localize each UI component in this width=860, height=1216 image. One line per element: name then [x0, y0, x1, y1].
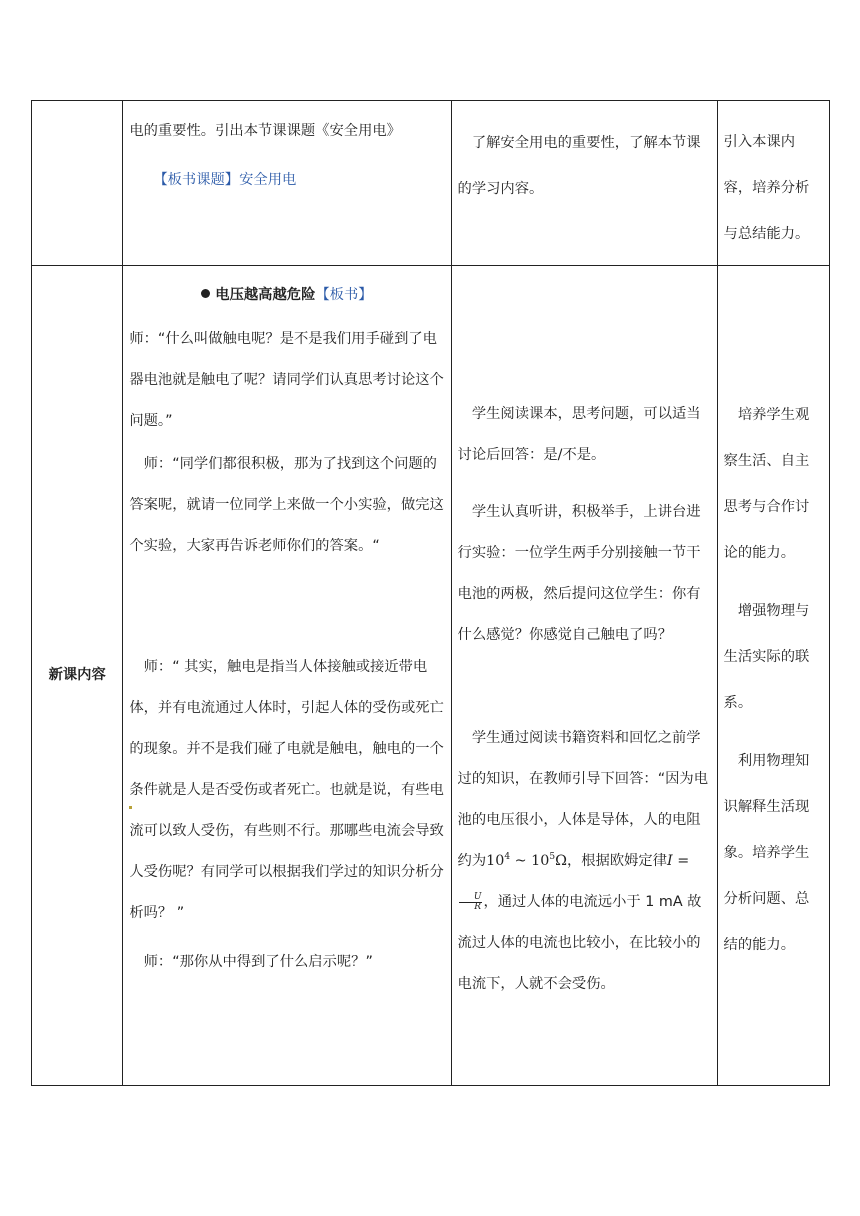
student-activity-cell [451, 266, 717, 1086]
intent-3: 利用物理知识解释生活现象。培养学生分析问题、总结的能力。 [723, 753, 810, 953]
board-title: 【板书课题】安全用电 [153, 172, 297, 188]
student-experiment: 学生认真听讲，积极举手，上讲台进行实验：一位学生两手分别接触一节干电池的两极，然后提问这位学生：你有什么感觉？你感觉自己触电了吗？ [457, 504, 701, 643]
teacher-explanation: 师：“ 其实，触电是指当人体接触或接近带电体，并有电流通过人体时，引起人体的受伤或死亡的现象。并不是我们碰了电就是触电，触电的一个条件就是人是否受伤或者死亡。也就是说，有些电流可以致人受伤，有些则不行。那哪些电流会导致人受伤呢？有同学可以根据我们学过的知识分析分析吗？ ” [129, 659, 444, 921]
board-tag: 【板书】 [315, 287, 373, 303]
bullet-icon [201, 289, 210, 298]
design-intent-cell [717, 101, 829, 266]
teacher-activity-cell [123, 266, 451, 1086]
intent-2: 增强物理与生活实际的联系。 [723, 603, 810, 711]
stage-label: 新课内容 [32, 266, 123, 1086]
student-answer-1: 学生阅读课本，思考问题，可以适当讨论后回答：是/不是。 [457, 406, 701, 463]
student-text: 了解安全用电的重要性，了解本节课的学习内容。 [457, 135, 701, 197]
ohm-law-formula: I = $\frac{U}{R}$ [458, 853, 690, 910]
lesson-plan-table [31, 100, 830, 1086]
resistance-range: $10^4$ ~ $10^5\Omega$ [486, 852, 567, 869]
teacher-question-1: 师：“什么叫做触电呢？是不是我们用手碰到了电器电池就是触电了呢？请同学们认真思考讨论这个问题。” [129, 331, 444, 429]
teacher-activity-cell [123, 101, 451, 266]
teacher-question-2: 师：“同学们都很积极，那为了找到这个问题的答案呢，就请一位同学上来做一个小实验，做完这个实验，大家再告诉老师你们的答案。“ [129, 456, 444, 554]
stage-cell [32, 101, 123, 266]
table-row [32, 266, 830, 1086]
teacher-question-3: 师：“那你从中得到了什么启示呢？” [143, 954, 373, 970]
design-intent-cell [717, 266, 829, 1086]
student-answer-2: 学生通过阅读书籍资料和回忆之前学过的知识，在教师引导下回答：“因为电池的电压很小，人体是导体，人的电阻约为$10^4$ ~ $10^5\Omega$，根据欧姆定律I = $\frac{U}{R}$ ，通过人体的电流远小于 1 mA 故流过人体的电流也比较小，在比较小的电流下，人就不会受伤。 [457, 730, 708, 992]
edit-mark [129, 806, 132, 809]
section-heading [129, 284, 444, 307]
student-activity-cell [451, 101, 717, 266]
intent-1: 培养学生观察生活、自主思考与合作讨论的能力。 [723, 407, 810, 561]
teacher-text: 电的重要性。引出本节课课题《安全用电》 [129, 123, 401, 139]
table-row [32, 101, 830, 266]
heading-text: 电压越高越危险 [215, 287, 316, 303]
intent-text: 引入本课内容，培养分析与总结能力。 [723, 134, 810, 242]
